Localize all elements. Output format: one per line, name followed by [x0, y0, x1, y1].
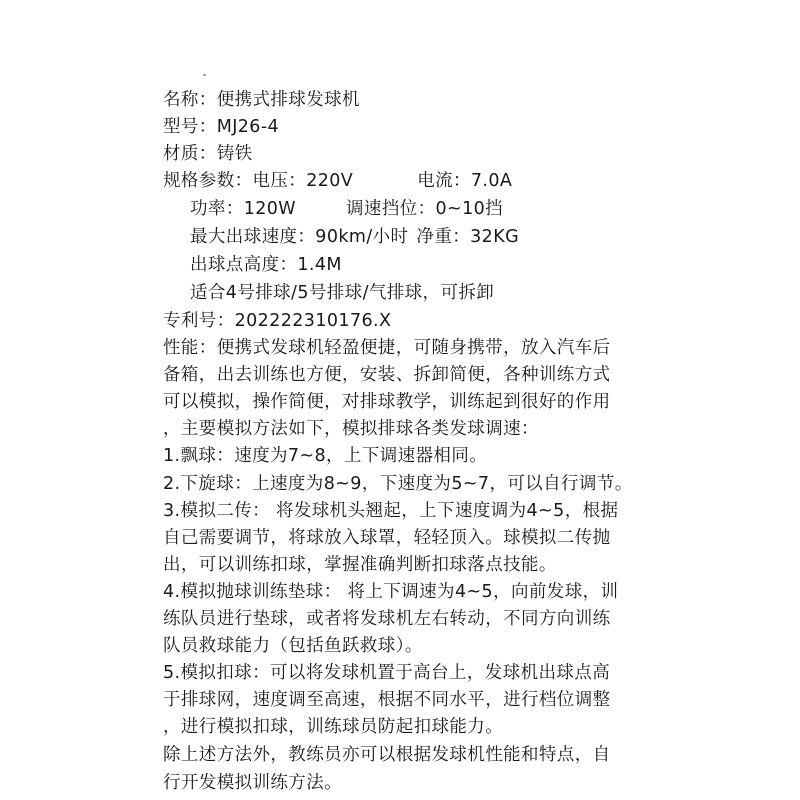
description-line: 出，可以训练扣球，掌握准确判断扣球落点技能。	[163, 555, 557, 575]
spec-model: 型号：MJ26-4	[163, 117, 280, 137]
description-line: 备箱，出去训练也方便，安装、拆卸简便，各种训练方式	[163, 365, 611, 385]
spec-voltage: 规格参数：电压：220V	[163, 171, 354, 191]
spec-name: 名称：便携式排球发球机	[163, 90, 360, 110]
description-line: 除上述方法外，教练员亦可以根据发球机性能和特点，自	[163, 745, 611, 765]
scan-speck	[203, 74, 206, 76]
description-line: 可以模拟，操作简便，对排球教学，训练起到很好的作用	[163, 392, 611, 412]
description-line: 1.飘球：速度为7~8，上下调速器相同。	[163, 446, 488, 466]
description-line: 5.模拟扣球：可以将发球机置于高台上，发球机出球点高	[163, 663, 611, 683]
description-line: ，进行模拟扣球，训练球员防起扣球能力。	[163, 717, 504, 737]
description-line: 2.下旋球：上速度为8~9，下速度为5~7，可以自行调节。	[163, 474, 633, 494]
description-line: 练队员进行垫球，或者将发球机左右转动，不同方向训练	[163, 609, 611, 629]
spec-max-speed: 最大出球速度：90km/小时	[190, 227, 409, 247]
description-line: 自己需要调节，将球放入球罩，轻轻顶入。球模拟二传抛	[163, 528, 611, 548]
spec-current: 电流：7.0A	[417, 171, 513, 191]
description-line: 行开发模拟训练方法。	[163, 773, 342, 793]
description-line: 3.模拟二传： 将发球机头翘起，上下速度调为4~5，根据	[163, 501, 619, 521]
description-line: 队员救球能力（包括鱼跃救球）。	[163, 636, 423, 656]
description-line: 于排球网，速度调至高速，根据不同水平，进行档位调整	[163, 690, 611, 710]
spec-material: 材质：铸铁	[163, 144, 253, 164]
spec-params-row	[163, 169, 512, 193]
spec-patent: 专利号：202222310176.X	[163, 311, 392, 331]
spec-speed-gear: 调速挡位：0~10挡	[346, 199, 504, 219]
description-line: 性能：便携式发球机轻盈便捷，可随身携带，放入汽车后	[163, 338, 611, 358]
spec-net-weight: 净重：32KG	[416, 227, 520, 247]
spec-height: 出球点高度：1.4M	[190, 255, 342, 275]
description-line: 4.模拟抛球训练垫球： 将上下调速为4~5，向前发球，训	[163, 582, 619, 602]
spec-power: 功率：120W	[190, 199, 297, 219]
description-line: ，主要模拟方法如下，模拟排球各类发球调速：	[163, 419, 539, 439]
spec-speed-row	[190, 225, 519, 249]
spec-suitable: 适合4号排球/5号排球/气排球，可拆卸	[190, 283, 495, 303]
spec-power-row	[190, 197, 503, 221]
